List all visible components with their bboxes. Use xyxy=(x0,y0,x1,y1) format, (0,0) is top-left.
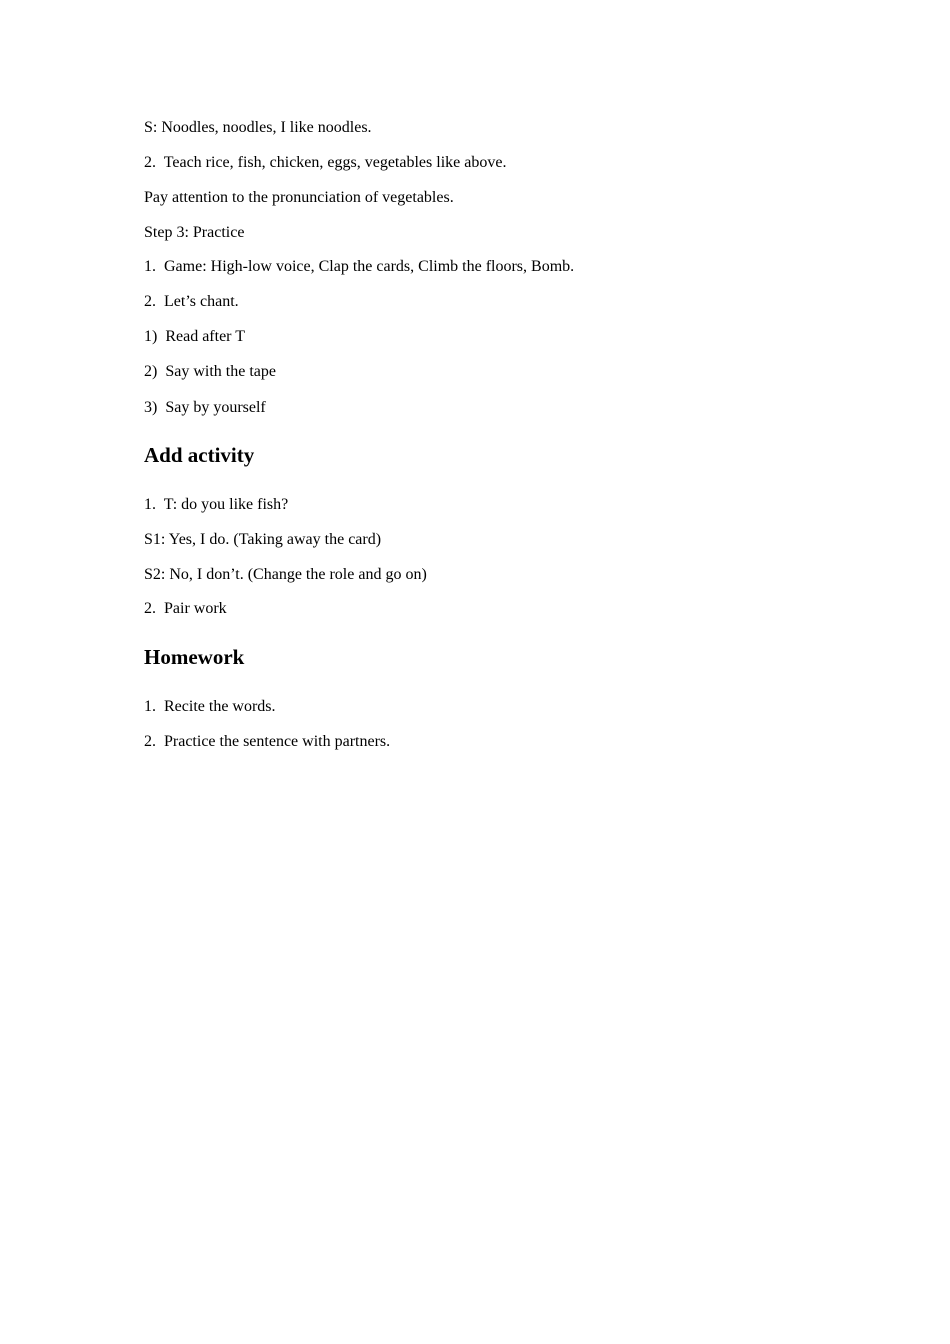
step-heading: Step 3: Practice xyxy=(144,224,245,241)
text-line: 1. Recite the words. xyxy=(144,698,276,715)
text-line: 2) Say with the tape xyxy=(144,363,276,380)
text-line: Pay attention to the pronunciation of vegetables. xyxy=(144,189,454,206)
text-line: 2. Let’s chant. xyxy=(144,293,239,310)
text-line: 2. Pair work xyxy=(144,600,227,617)
text-line: 2. Practice the sentence with partners. xyxy=(144,733,391,750)
text-line: 1. T: do you like fish? xyxy=(144,496,289,513)
section-heading-homework: Homework xyxy=(144,645,245,669)
text-line: S1: Yes, I do. (Taking away the card) xyxy=(144,531,382,548)
text-line: 1. Game: High-low voice, Clap the cards, Climb the floors, Bomb. xyxy=(144,258,575,275)
text-line: 1) Read after T xyxy=(144,328,245,345)
text-line: 2. Teach rice, fish, chicken, eggs, vegetables like above. xyxy=(144,154,507,171)
text-line: 3) Say by yourself xyxy=(144,399,266,416)
text-line: S: Noodles, noodles, I like noodles. xyxy=(144,119,372,136)
text-line: S2: No, I don’t. (Change the role and go on) xyxy=(144,566,427,583)
section-heading-add-activity: Add activity xyxy=(144,443,255,467)
